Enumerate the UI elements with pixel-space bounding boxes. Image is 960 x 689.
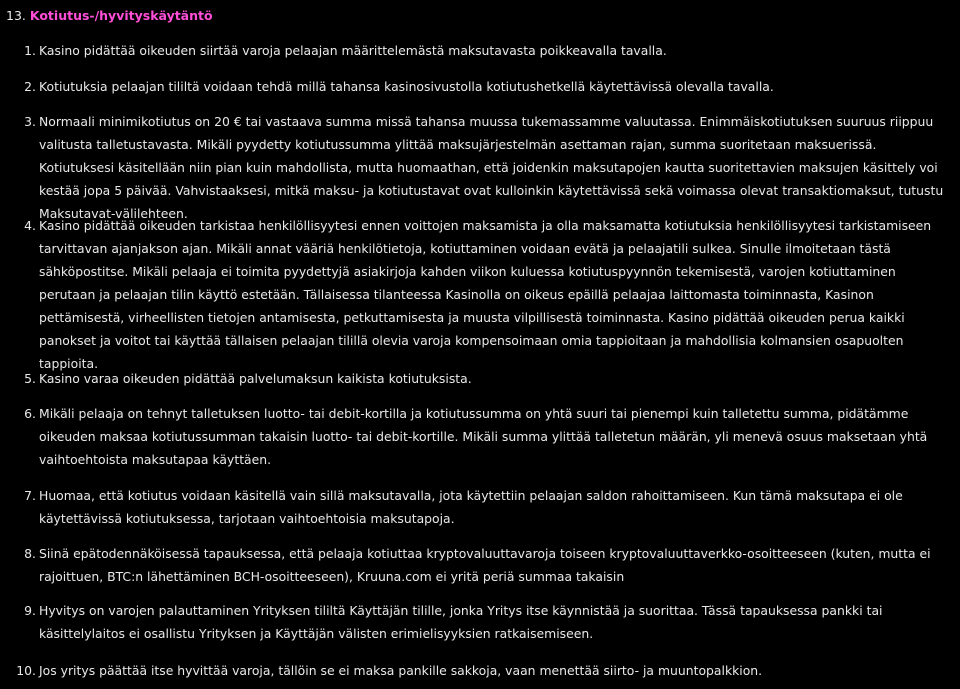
list-item-text: Kasino pidättää oikeuden siirtää varoja pelaajan määrittelemästä maksutavasta poikkeavalla tavalla. bbox=[39, 43, 667, 58]
list-item-text: Normaali minimikotiutus on 20 € tai vastaava summa missä tahansa muussa tukemassamme valuutassa. Enimmäiskotiutuksen suuruus riippuu valitusta talletustavasta. Mikäli pyydetty kotiutussumma ylittää maksujärjestelmän asettaman rajan, summa suoritetaan maksuerissä. Kotiutuksesi käsitellään niin pian kuin mahdollista, mutta huomaathan, että joidenkin maksutapojen kautta suoritettavien maksujen käsittely voi kestää jopa 5 päivää. Vahvistaaksesi, mitkä maksu- ja kotiutustavat ovat kulloinkin käytettävissä sekä voimassa olevat transaktiomaksut, tutustu Maksutavat-välilehteen. bbox=[39, 114, 944, 221]
list-item-text: Kotiutuksia pelaajan tililtä voidaan tehdä millä tahansa kasinosivustolla kotiutushetkellä käytettävissä olevalla tavalla. bbox=[39, 79, 774, 94]
list-item-number: 2. bbox=[24, 79, 36, 94]
list-item-text: Kasino varaa oikeuden pidättää palvelumaksun kaikista kotiutuksista. bbox=[39, 371, 472, 386]
list-item-text: Jos yritys päättää itse hyvittää varoja, tällöin se ei maksa pankille sakkoja, vaan menettää siirto- ja muuntopalkkion. bbox=[39, 663, 763, 678]
section-title: Kotiutus-/hyvityskäytäntö bbox=[29, 8, 213, 23]
list-item-number: 10. bbox=[16, 663, 36, 678]
list-item-number: 9. bbox=[24, 603, 36, 618]
list-item-number: 6. bbox=[24, 406, 36, 421]
list-item-number: 8. bbox=[24, 546, 36, 561]
list-item-text: Siinä epätodennäköisessä tapauksessa, että pelaaja kotiuttaa kryptovaluuttavaroja toiseen kryptovaluuttaverkko-osoitteeseen (kuten, mutta ei rajoittuen, BTC:n lähettäminen BCH-osoitteeseen), Kruuna.com ei yritä periä summaa takaisin bbox=[39, 546, 931, 584]
list-item-number: 7. bbox=[24, 488, 36, 503]
list-item-text: Hyvitys on varojen palauttaminen Yrityksen tililtä Käyttäjän tilille, jonka Yritys itse käynnistää ja suorittaa. Tässä tapauksessa pankki tai käsittelylaitos ei osallistu Yrityksen ja Käyttäjän välisten erimielisyyksien ratkaisemiseen. bbox=[39, 603, 883, 641]
list-item-text: Mikäli pelaaja on tehnyt talletuksen luotto- tai debit-kortilla ja kotiutussumma on yhtä suuri tai pienempi kuin talletettu summa, pidätämme oikeuden maksaa kotiutussumman takaisin luotto- tai debit-kortille. Mikäli summa ylittää talletetun määrän, yli menevä osuus maksetaan yhtä vaihtoehtoista maksutapaa käyttäen. bbox=[39, 406, 928, 467]
section-number: 13. bbox=[6, 8, 26, 23]
list-item-number: 1. bbox=[24, 43, 36, 58]
list-item-number: 3. bbox=[24, 114, 36, 129]
list-item-number: 5. bbox=[24, 371, 36, 386]
section-heading bbox=[6, 8, 213, 23]
list-item-text: Huomaa, että kotiutus voidaan käsitellä vain sillä maksutavalla, jota käytettiin pelaajan saldon rahoittamiseen. Kun tämä maksutapa ei ole käytettävissä kotiutuksessa, tarjotaan vaihtoehtoisia maksutapoja. bbox=[39, 488, 903, 526]
list-item-number: 4. bbox=[24, 218, 36, 233]
list-item-text: Kasino pidättää oikeuden tarkistaa henkilöllisyytesi ennen voittojen maksamista ja olla maksamatta kotiutuksia henkilöllisyytesi tarkistamiseen tarvittavan ajanjakson ajan. Mikäli annat vääriä henkilötietoja, kotiuttaminen voidaan evätä ja pelaajatili sulkea. Sinulle ilmoitetaan tästä sähköpostitse. Mikäli pelaaja ei toimita pyydettyjä asiakirjoja kahden viikon kuluessa kotiutuspyynnön tekemisestä, varojen kotiuttaminen perutaan ja pelaajan tilin käyttö estetään. Tällaisessa tilanteessa Kasinolla on oikeus epäillä pelaajaa laittomasta toiminnasta, Kasinon pettämisestä, virheellisten tietojen antamisesta, petkuttamisesta ja muusta vilpillisestä toiminnasta. Kasino pidättää oikeuden perua kaikki panokset ja voitot tai käyttää tällaisen pelaajan tilillä olevia varoja kompensoimaan omia tappioitaan ja mahdollisia kolmansien osapuolten tappioita. bbox=[39, 218, 932, 371]
